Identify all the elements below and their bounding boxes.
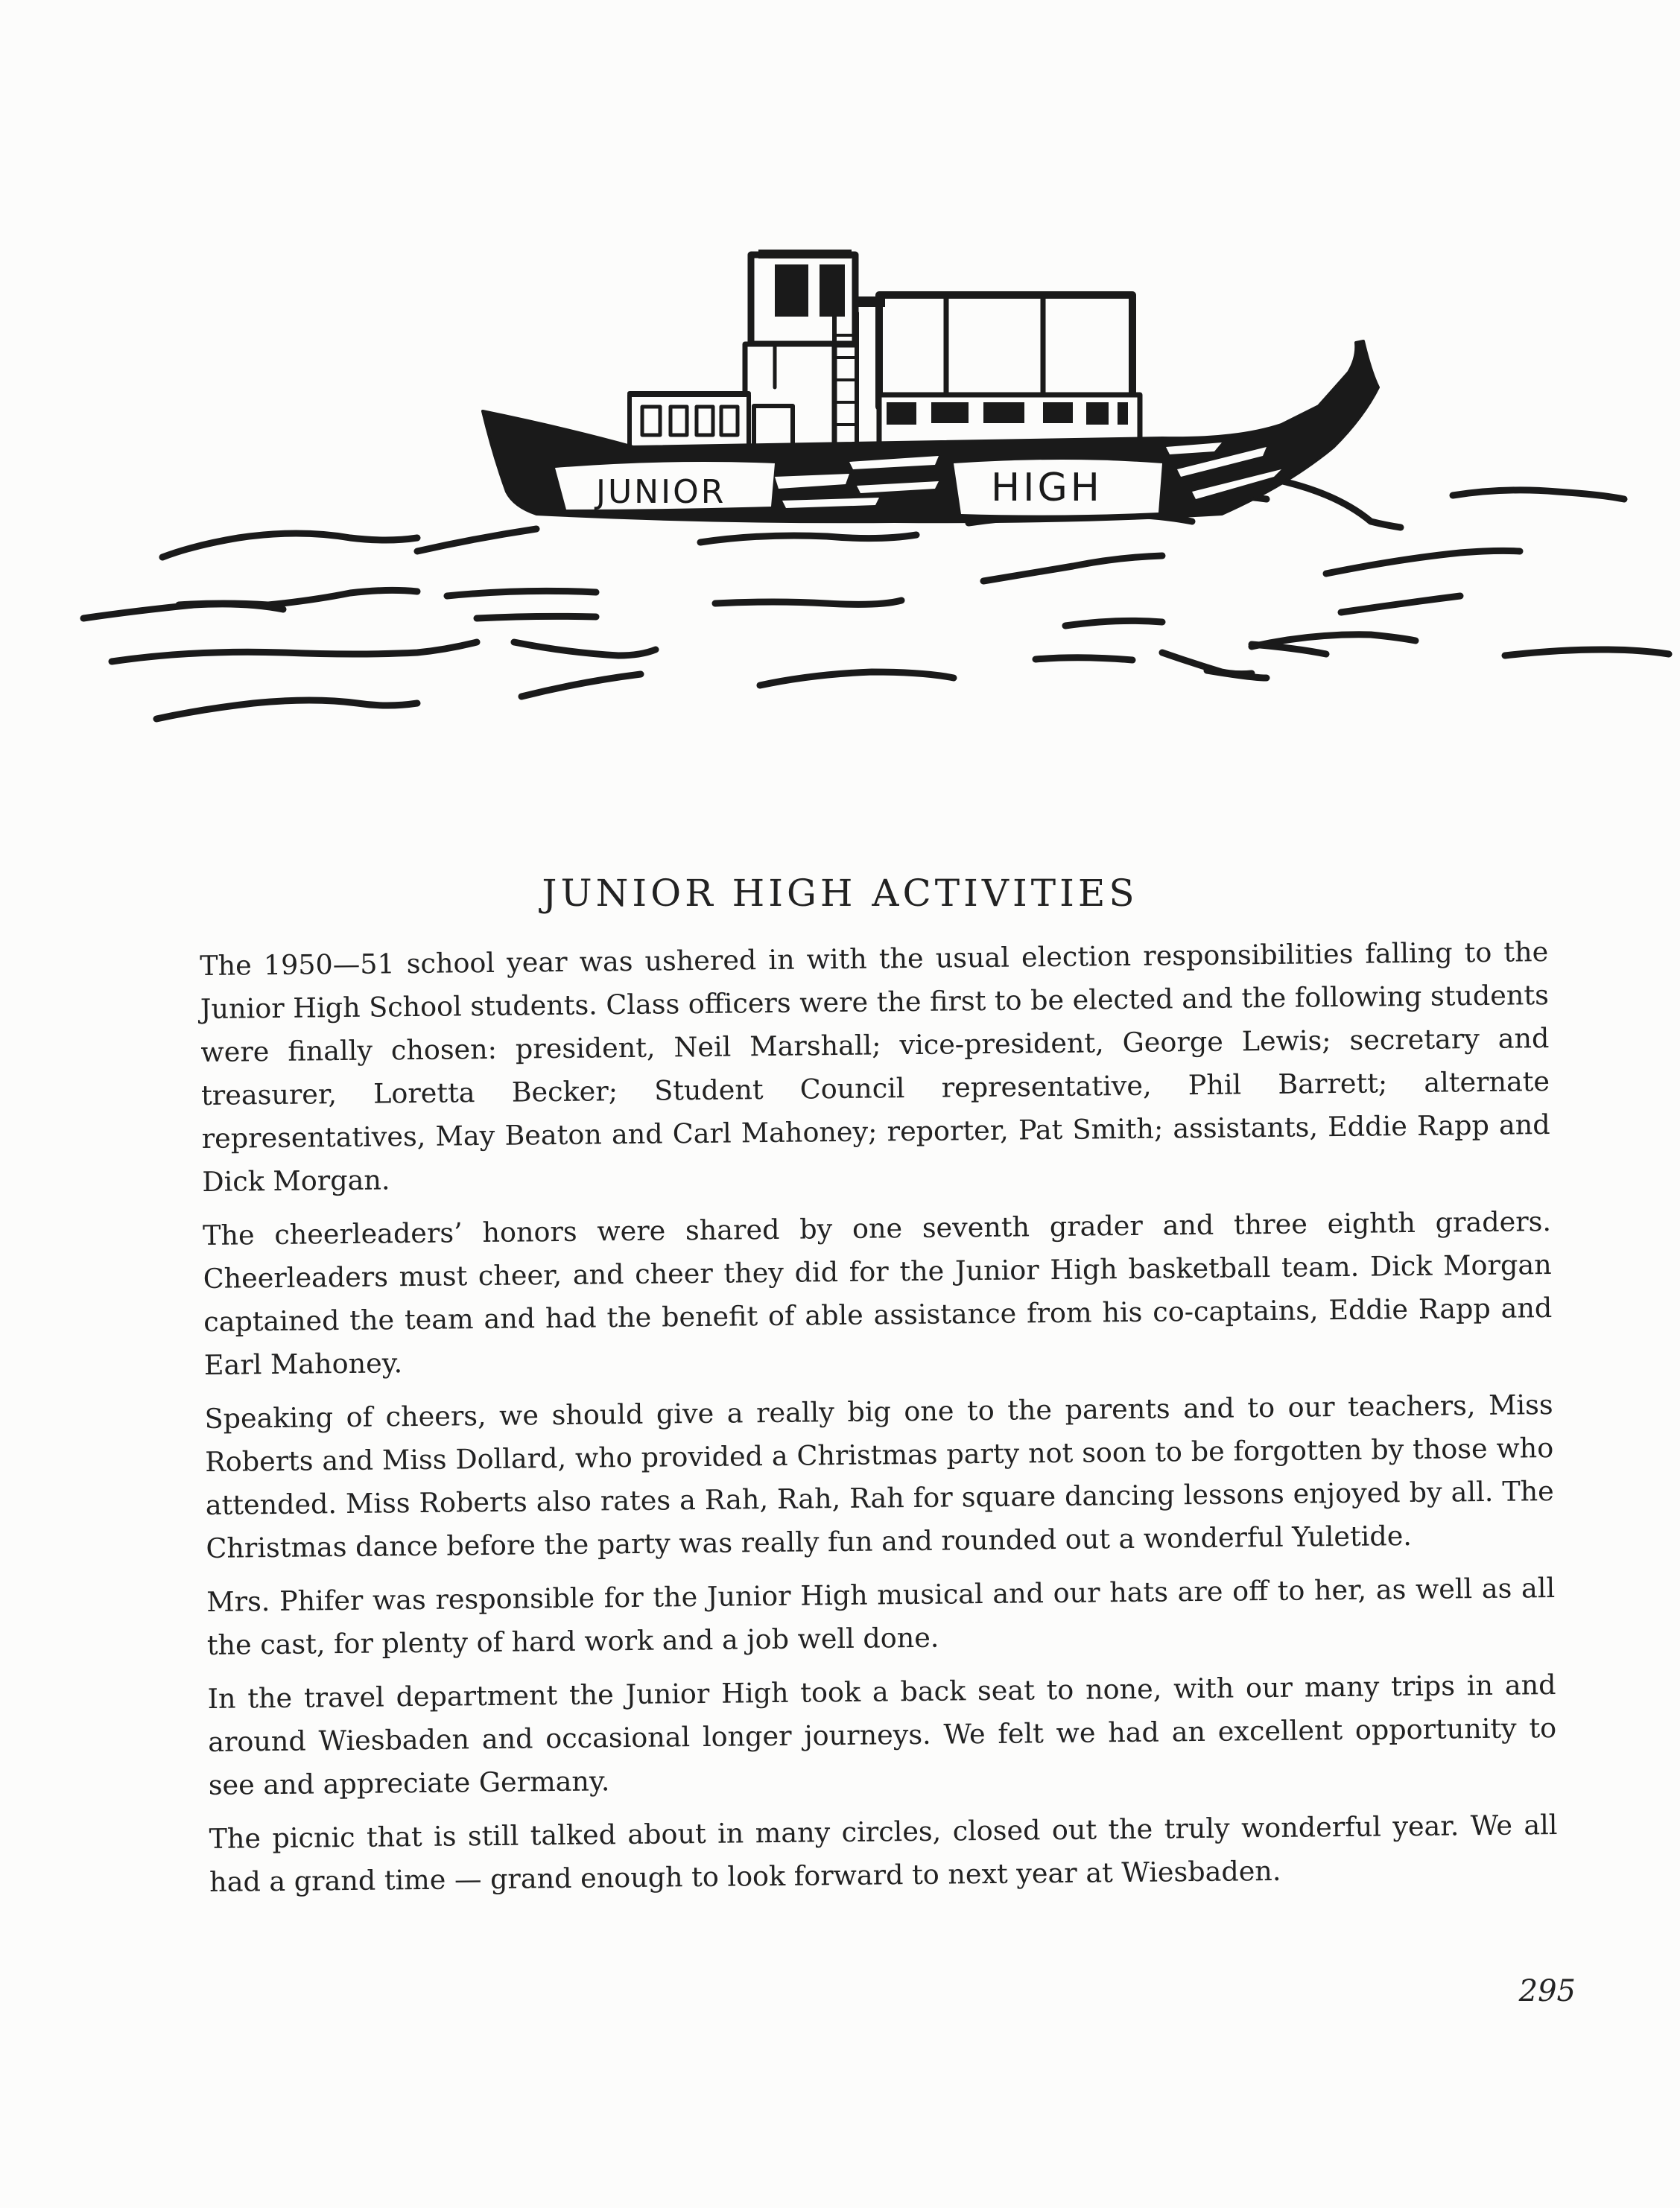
paragraph: The 1950—51 school year was ushered in with the usual election responsibilities falling to the Junior High School students. Class officers were the first to be elected and the following students were finally chosen: president, Neil Marshall; vice-president, George Lewis; secretary and treasurer, Loretta Becker; Student Council representative, Phil Barrett; alternate representatives, May Beaton and Carl Mahoney; reporter, Pat Smith; assistants, Eddie Rapp and Dick Morgan. [200,936,1550,1198]
paragraph: In the travel department the Junior High took a back seat to none, with our many trips in and around Wiesbaden and occasional longer journeys. We felt we had an excellent opportunity to see and appreciate Germany. [207,1668,1557,1801]
paragraph: Mrs. Phifer was responsible for the Junior High musical and our hats are off to her, as well as all the cast, for plenty of hard work and a job well done. [206,1571,1556,1661]
article-body [200,930,1559,1914]
hull-text-high: HIGH [991,466,1103,510]
paragraph: The picnic that is still talked about in many circles, closed out the truly wonderful year. We all had a grand time — grand enough to look forward to next year at Wiesbaden. [209,1808,1558,1898]
page-number: 295 [1518,1974,1576,2008]
boat-superstructure [630,250,1140,452]
paragraph: The cheerleaders’ honors were shared by one seventh grader and three eighth graders. Cheerleaders must cheer, and cheer they did for the Junior High basketball team. Dick Morgan captained the team and had the benefit of able assistance from his co-captains, Eddie Rapp and Earl Mahoney. [202,1205,1553,1381]
hull-text-junior: JUNIOR [596,473,726,511]
paragraph: Speaking of cheers, we should give a really big one to the parents and to our teachers, Miss Roberts and Miss Dollard, who provided a Christmas party not soon to be forgotten by those who attended. Miss Roberts also rates a Rah, Rah, Rah for square dancing lessons enjoyed by all. The Christmas dance before the party was really fun and rounded out a wonderful Yuletide. [204,1389,1555,1564]
boat-illustration [75,223,1680,745]
page-title: JUNIOR HIGH ACTIVITIES [542,872,1138,915]
